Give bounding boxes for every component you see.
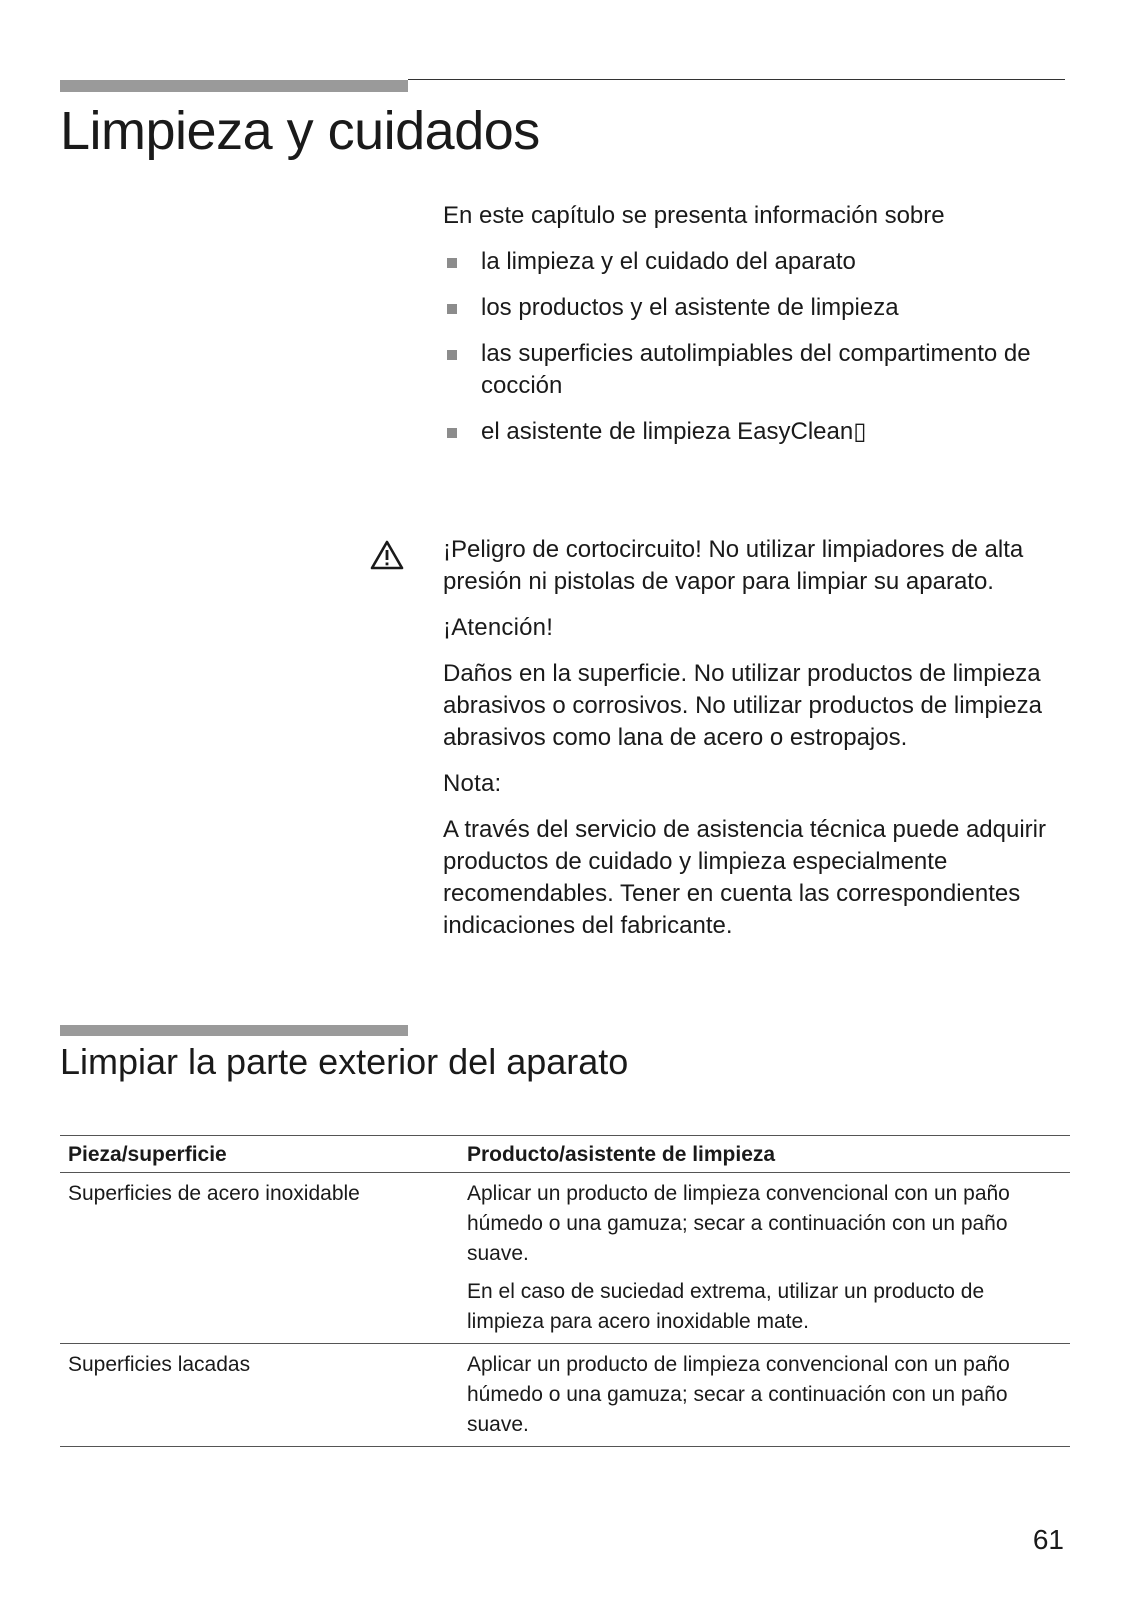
list-item: las superficies autolimpiables del compartimento de cocción — [443, 338, 1073, 402]
intro-section — [443, 200, 1073, 462]
table-row — [60, 1344, 1070, 1447]
header-product: Producto/asistente de limpieza — [459, 1136, 1070, 1173]
bullet-square-icon — [447, 428, 457, 438]
page-number: 61 — [1032, 1524, 1064, 1555]
warning-triangle-icon — [370, 540, 404, 570]
note-text: A través del servicio de asistencia técnica puede adquirir productos de cuidado y limpieza especialmente recomendables. Tener en cuenta las correspondientes indicaciones del fabricante. — [443, 816, 1046, 939]
attention-label: ¡Atención! — [443, 614, 554, 641]
cell-product: Aplicar un producto de limpieza convencional con un paño húmedo o una gamuza; secar a continuación con un paño suave. En el caso de suciedad extrema, utilizar un producto de limpieza para acero inoxidable mate. — [459, 1173, 1070, 1344]
table-row — [60, 1173, 1070, 1344]
header-rule-thin — [408, 79, 1065, 80]
intro-lead: En este capítulo se presenta información sobre — [443, 202, 945, 229]
list-item: la limpieza y el cuidado del aparato — [443, 246, 1073, 278]
bullet-square-icon — [447, 258, 457, 268]
cleaning-table — [60, 1135, 1070, 1447]
intro-list — [443, 246, 1073, 448]
cell-product: Aplicar un producto de limpieza convencional con un paño húmedo o una gamuza; secar a continuación con un paño suave. — [459, 1344, 1070, 1447]
section-heading: Limpiar la parte exterior del aparato — [60, 1041, 629, 1082]
bullet-square-icon — [447, 304, 457, 314]
page-title: Limpieza y cuidados — [60, 101, 540, 161]
section-rule — [60, 1025, 408, 1036]
header-part: Pieza/superficie — [60, 1136, 459, 1173]
cell-part: Superficies lacadas — [60, 1344, 459, 1447]
warning-text: ¡Peligro de cortocircuito! No utilizar limpiadores de alta presión ni pistolas de vapor para limpiar su aparato. — [443, 536, 1024, 595]
table-header-row — [60, 1136, 1070, 1173]
warning-section — [443, 534, 1083, 956]
attention-text: Daños en la superficie. No utilizar productos de limpieza abrasivos o corrosivos. No utilizar productos de limpieza abrasivos como lana de acero o estropajos. — [443, 660, 1042, 751]
note-label: Nota: — [443, 770, 502, 797]
bullet-square-icon — [447, 350, 457, 360]
list-item: el asistente de limpieza EasyClean▯ — [443, 416, 1073, 448]
list-item: los productos y el asistente de limpieza — [443, 292, 1073, 324]
header-rule-thick — [60, 80, 408, 92]
cell-part: Superficies de acero inoxidable — [60, 1173, 459, 1344]
